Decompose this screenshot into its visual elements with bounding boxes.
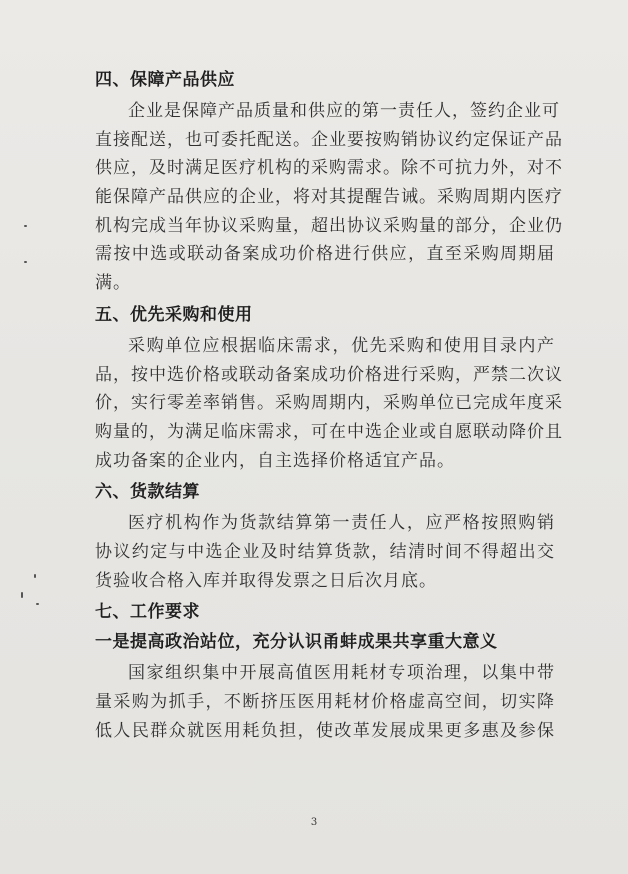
section-work-requirements	[95, 599, 555, 745]
paragraph-line: 医疗机构作为货款结算第一责任人，应严格按照购销	[128, 513, 555, 534]
section-priority-procurement	[95, 302, 563, 475]
paragraph-line: 购量的，为满足临床需求，可在中选企业或自愿联动降价且	[95, 421, 563, 442]
paragraph-line: 成功备案的企业内，自主选择价格适宜产品。	[95, 450, 455, 471]
paragraph-line: 价，实行零差率销售。采购周期内，采购单位已完成年度采	[95, 393, 563, 414]
section-heading: 六、货款结算	[95, 482, 200, 503]
paragraph-line: 国家组织集中开展高值医用耗材专项治理，以集中带	[128, 663, 555, 684]
paragraph-line: 直接配送，也可委托配送。企业要按购销协议约定保证产品	[95, 129, 563, 150]
subsection-heading: 一是提高政治站位，充分认识甬蚌成果共享重大意义	[95, 632, 498, 653]
paragraph-line: 企业是保障产品质量和供应的第一责任人，签约企业可	[128, 101, 560, 121]
section-supply	[95, 67, 563, 298]
scan-mark	[21, 592, 23, 598]
paragraph-line: 采购单位应根据临床需求，优先采购和使用目录内产	[128, 335, 555, 356]
paragraph-line: 协议约定与中选企业及时结算货款，结清时间不得超出交	[95, 541, 555, 562]
paragraph-line: 机构完成当年协议采购量，超出协议采购量的部分，企业仍	[95, 215, 563, 236]
scan-mark	[34, 574, 36, 578]
section-heading: 五、优先采购和使用	[95, 304, 253, 325]
paragraph-line: 货验收合格入库并取得发票之日后次月底。	[95, 570, 437, 591]
paragraph-line: 满。	[95, 273, 131, 294]
scan-mark	[36, 603, 39, 605]
section-payment-settlement	[95, 479, 555, 595]
paragraph-line: 能保障产品供应的企业，将对其提醒告诫。采购周期内医疗	[95, 187, 563, 208]
page-number: 3	[310, 817, 318, 828]
paragraph-line: 供应，及时满足医疗机构的采购需求。除不可抗力外，对不	[95, 158, 563, 179]
section-heading: 四、保障产品供应	[95, 70, 235, 90]
paragraph-line: 量采购为抓手，不断挤压医用耗材价格虚高空间，切实降	[95, 692, 555, 712]
paragraph-line: 需按中选或联动备案成功价格进行供应，直至采购周期届	[95, 244, 555, 265]
paragraph-line: 低人民群众就医用耗负担，使改革发展成果更多惠及参保	[95, 720, 555, 741]
scan-mark	[24, 225, 27, 227]
section-heading: 七、工作要求	[95, 602, 200, 623]
document-body	[95, 67, 563, 749]
paragraph-line: 品，按中选价格或联动备案成功价格进行采购，严禁二次议	[95, 364, 563, 385]
scan-mark	[24, 261, 27, 263]
